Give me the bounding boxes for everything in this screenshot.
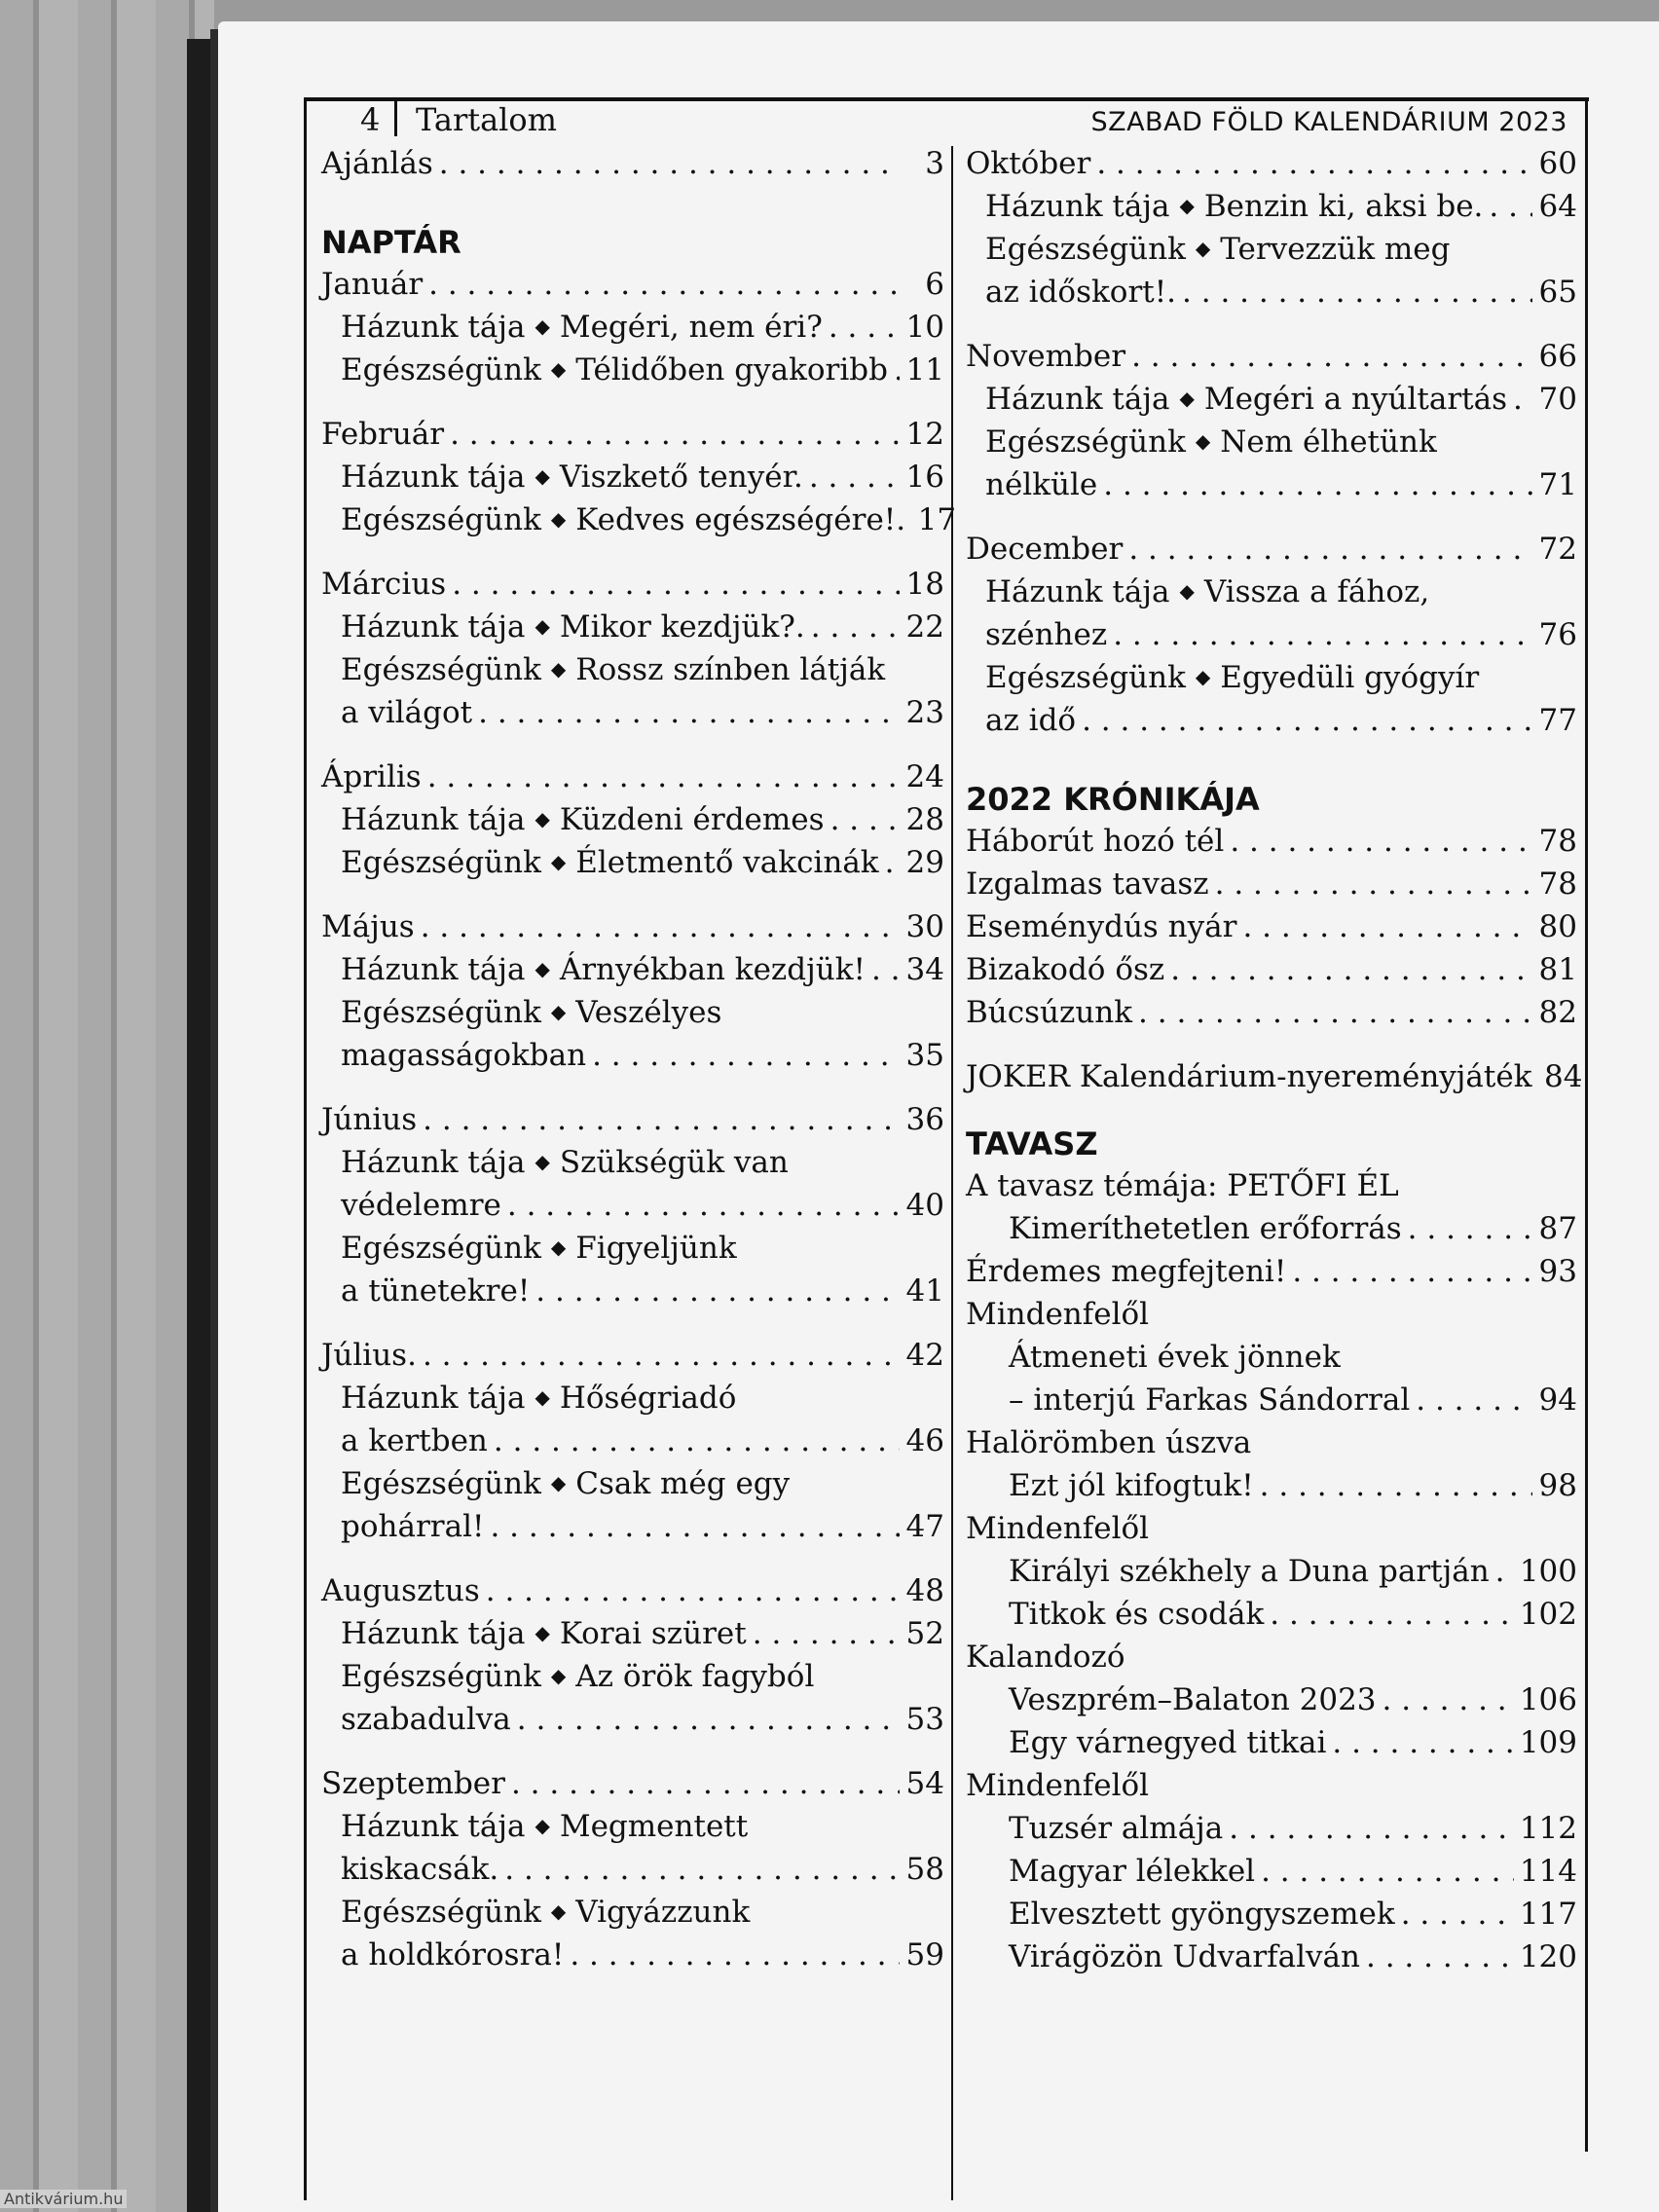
leader-dots xyxy=(1182,275,1532,310)
toc-entry-line: Házunk tája ◆ Megmentett xyxy=(341,1809,749,1844)
leader-dots xyxy=(1495,1554,1514,1589)
leader-dots xyxy=(1242,909,1532,944)
toc-entry-line: Házunk tája ◆ Szükségük van xyxy=(341,1145,789,1180)
toc-entry[interactable]: Tuzsér almája . . . 112 xyxy=(966,1811,1577,1854)
toc-entry-line: Mindenfelől xyxy=(966,1768,1150,1803)
toc-entry-line: Egészségünk ◆ Csak még egy xyxy=(341,1466,791,1501)
leader-dots xyxy=(511,1766,900,1801)
column-divider xyxy=(951,146,953,2200)
leader-dots xyxy=(1131,339,1532,374)
leader-dots xyxy=(517,1702,900,1737)
leader-dots xyxy=(1215,866,1532,902)
toc-entry[interactable]: Izgalmas tavasz . . . 78 xyxy=(966,866,1577,909)
toc-entry[interactable]: szabadulva . . . 53 xyxy=(321,1702,944,1745)
toc-entry-line: Egészségünk ◆ Figyeljünk xyxy=(341,1231,737,1266)
toc-entry[interactable]: Háborút hozó tél . . . 78 xyxy=(966,824,1577,866)
toc-entry[interactable]: Elvesztett gyöngyszemek . . . 117 xyxy=(966,1897,1577,1939)
leader-dots xyxy=(450,417,900,452)
leader-dots xyxy=(1332,1725,1513,1760)
leader-dots xyxy=(1489,189,1532,224)
toc-entry[interactable]: magasságokban . . . 35 xyxy=(321,1038,944,1081)
toc-entry[interactable]: – interjú Farkas Sándorral . . . 94 xyxy=(966,1382,1577,1425)
leader-dots xyxy=(1229,1811,1514,1846)
contents-frame xyxy=(304,97,1589,2200)
diamond-icon: ◆ xyxy=(535,1814,550,1837)
leader-dots xyxy=(423,1102,900,1137)
leader-dots xyxy=(486,1573,900,1608)
diamond-icon: ◆ xyxy=(550,1899,567,1923)
toc-entry-line: Átmeneti évek jönnek xyxy=(1009,1340,1341,1375)
leader-dots xyxy=(490,1509,900,1544)
toc-entry[interactable]: Egészségünk ◆ Életmentő vakcinák . . . 29 xyxy=(321,845,944,888)
leader-dots xyxy=(871,952,900,987)
toc-entry[interactable]: nélküle . . . 71 xyxy=(966,467,1577,510)
toc-entry-line: Mindenfelől xyxy=(966,1297,1150,1332)
leader-dots xyxy=(811,609,900,645)
toc-entry[interactable]: Eseménydús nyár . . . 80 xyxy=(966,909,1577,952)
toc-entry-line: Egészségünk ◆ Az örök fagyból xyxy=(341,1659,815,1694)
leader-dots xyxy=(592,1038,900,1073)
diamond-icon: ◆ xyxy=(550,1664,567,1687)
leader-dots xyxy=(1401,1897,1514,1932)
leader-dots xyxy=(1230,824,1532,859)
leader-dots xyxy=(427,759,900,794)
leader-dots xyxy=(1416,1382,1532,1418)
toc-entry[interactable]: Január . . . 6 xyxy=(321,267,944,310)
leader-dots xyxy=(1082,703,1532,738)
toc-entry[interactable]: pohárral! . . . 47 xyxy=(321,1509,944,1552)
toc-entry[interactable]: a kertben . . . 46 xyxy=(321,1423,944,1466)
diamond-icon: ◆ xyxy=(535,1150,550,1173)
toc-entry[interactable]: a világot . . . 23 xyxy=(321,695,944,738)
leader-dots xyxy=(452,567,900,602)
toc-entry[interactable]: Búcsúzunk . . . 82 xyxy=(966,995,1577,1038)
left-rule xyxy=(304,97,307,2200)
toc-entry[interactable]: Házunk tája ◆ Korai szüret . . . 52 xyxy=(321,1616,944,1659)
leader-dots xyxy=(894,352,900,387)
toc-entry-line: Kalandozó xyxy=(966,1640,1125,1675)
toc-entry[interactable]: kiskacsák. . . . 58 xyxy=(321,1852,944,1895)
toc-entry[interactable]: az idő . . . 77 xyxy=(966,703,1577,746)
toc-entry[interactable]: Királyi székhely a Duna partján . . . 100 xyxy=(966,1554,1577,1597)
toc-entry[interactable]: Ajánlás . . . 3 xyxy=(321,146,944,189)
leader-dots xyxy=(885,845,900,880)
diamond-icon: ◆ xyxy=(535,957,550,980)
right-column xyxy=(966,146,1583,1982)
section-heading: TAVASZ xyxy=(966,1125,1098,1162)
toc-entry[interactable]: Március . . . 18 xyxy=(321,567,944,609)
toc-entry[interactable]: Házunk tája ◆ Megéri a nyúltartás . . . 70 xyxy=(966,382,1577,424)
leader-dots xyxy=(1260,1468,1532,1503)
watermark: Antikvárium.hu xyxy=(0,2190,127,2208)
section-heading: NAPTÁR xyxy=(321,224,461,261)
toc-entry[interactable]: Ezt jól kifogtuk! . . . 98 xyxy=(966,1468,1577,1511)
leader-dots xyxy=(1128,532,1532,567)
toc-entry[interactable]: Veszprém–Balaton 2023 . . . 106 xyxy=(966,1682,1577,1725)
toc-entry-line: Mindenfelől xyxy=(966,1511,1150,1546)
left-column xyxy=(321,146,957,1980)
toc-entry[interactable]: Egészségünk ◆ Kedves egészségére!. 17 xyxy=(341,502,957,537)
toc-entry[interactable]: Házunk tája ◆ Árnyékban kezdjük! . . . 34 xyxy=(321,952,944,995)
toc-entry[interactable]: Érdemes megfejteni! . . . 93 xyxy=(966,1254,1577,1297)
toc-entry[interactable]: Május . . . 30 xyxy=(321,909,944,952)
leader-dots xyxy=(830,802,900,837)
toc-entry[interactable]: szénhez . . . 76 xyxy=(966,617,1577,660)
toc-entry-line: Egészségünk ◆ Veszélyes xyxy=(341,995,722,1030)
toc-entry[interactable]: Kimeríthetetlen erőforrás . . . 87 xyxy=(966,1211,1577,1254)
leader-dots xyxy=(753,1616,900,1651)
leader-dots xyxy=(478,695,900,730)
toc-entry[interactable]: Titkok és csodák . . . 102 xyxy=(966,1597,1577,1640)
toc-entry[interactable]: Virágözön Udvarfalván . . . 120 xyxy=(966,1939,1577,1982)
publication-title: SZABAD FÖLD KALENDÁRIUM 2023 xyxy=(1090,107,1567,137)
leader-dots xyxy=(1113,617,1532,652)
toc-entry-line: Egészségünk ◆ Tervezzük meg xyxy=(985,232,1451,267)
toc-entry[interactable]: Szeptember . . . 54 xyxy=(321,1766,944,1809)
background-surface xyxy=(0,0,214,2212)
diamond-icon: ◆ xyxy=(535,1385,550,1409)
toc-entry[interactable]: Házunk tája ◆ Viszkető tenyér. . . . 16 xyxy=(321,460,944,502)
toc-entry-line: Egészségünk ◆ Vigyázzunk xyxy=(341,1895,751,1930)
header-divider xyxy=(394,101,397,136)
leader-dots xyxy=(1096,146,1532,181)
section-heading: 2022 KRÓNIKÁJA xyxy=(966,781,1260,818)
toc-entry-line: Házunk tája ◆ Hőségriadó xyxy=(341,1381,737,1416)
diamond-icon: ◆ xyxy=(550,1471,567,1494)
toc-entry[interactable]: Augusztus . . . 48 xyxy=(321,1573,944,1616)
diamond-icon: ◆ xyxy=(535,464,550,488)
leader-dots xyxy=(1382,1682,1514,1717)
toc-entry[interactable]: Egészségünk ◆ Télidőben gyakoribb . . . 11 xyxy=(321,352,944,395)
leader-dots xyxy=(1408,1211,1532,1246)
leader-dots xyxy=(809,460,900,495)
diamond-icon: ◆ xyxy=(1195,665,1211,688)
diamond-icon: ◆ xyxy=(535,807,550,830)
toc-entry[interactable]: Házunk tája ◆ Mikor kezdjük?. . . . 22 xyxy=(321,609,944,652)
diamond-icon: ◆ xyxy=(550,850,567,873)
toc-entry[interactable]: November . . . 66 xyxy=(966,339,1577,382)
diamond-icon: ◆ xyxy=(1179,194,1195,217)
leader-dots xyxy=(428,267,900,302)
toc-entry[interactable]: Július. . . . 42 xyxy=(321,1338,944,1381)
toc-entry[interactable]: Bizakodó ősz . . . 81 xyxy=(966,952,1577,995)
diamond-icon: ◆ xyxy=(535,314,550,338)
diamond-icon: ◆ xyxy=(535,614,550,638)
leader-dots xyxy=(1292,1254,1532,1289)
toc-entry[interactable]: Házunk tája ◆ Megéri, nem éri? . . . 10 xyxy=(321,310,944,352)
toc-entry-line: Házunk tája ◆ Vissza a fához, xyxy=(985,574,1430,609)
leader-dots xyxy=(507,1188,900,1223)
toc-entry[interactable]: Egy várnegyed titkai . . . 109 xyxy=(966,1725,1577,1768)
toc-entry[interactable]: Február . . . 12 xyxy=(321,417,944,460)
page-title: Tartalom xyxy=(416,101,558,138)
toc-entry[interactable]: December . . . 72 xyxy=(966,532,1577,574)
toc-entry[interactable]: Házunk tája ◆ Küzdeni érdemes . . . 28 xyxy=(321,802,944,845)
leader-dots xyxy=(423,1338,900,1373)
toc-entry[interactable]: JOKER Kalendárium-nyereményjáték 84 xyxy=(966,1059,1583,1094)
toc-entry[interactable]: az időskort!. . . . 65 xyxy=(966,275,1577,317)
toc-entry-line: Egészségünk ◆ Rossz színben látják xyxy=(341,652,886,687)
toc-entry[interactable]: Magyar lélekkel . . . 114 xyxy=(966,1854,1577,1897)
leader-dots xyxy=(570,1937,900,1972)
toc-entry[interactable]: Június . . . 36 xyxy=(321,1102,944,1145)
leader-dots xyxy=(829,310,900,345)
leader-dots xyxy=(1261,1854,1514,1889)
diamond-icon: ◆ xyxy=(550,1000,567,1023)
toc-entry[interactable]: a tünetekre! . . . 41 xyxy=(321,1273,944,1316)
leader-dots xyxy=(439,146,900,181)
toc-entry-line: Egészségünk ◆ Egyedüli gyógyír xyxy=(985,660,1480,695)
toc-entry[interactable]: Házunk tája ◆ Benzin ki, aksi be. . . . 64 xyxy=(966,189,1577,232)
toc-entry[interactable]: védelemre . . . 40 xyxy=(321,1188,944,1231)
page-number: 4 xyxy=(360,101,381,138)
diamond-icon: ◆ xyxy=(1195,237,1211,260)
toc-entry[interactable]: a holdkórosra! . . . 59 xyxy=(321,1937,944,1980)
diamond-icon: ◆ xyxy=(1179,579,1195,603)
toc-entry-line: A tavasz témája: PETŐFI ÉL xyxy=(966,1168,1399,1203)
diamond-icon: ◆ xyxy=(550,1235,567,1259)
leader-dots xyxy=(494,1423,900,1458)
leader-dots xyxy=(1138,995,1532,1030)
diamond-icon: ◆ xyxy=(550,357,567,381)
leader-dots xyxy=(1170,952,1532,987)
diamond-icon: ◆ xyxy=(1179,387,1195,410)
leader-dots xyxy=(1513,382,1532,417)
toc-entry-line: Egészségünk ◆ Nem élhetünk xyxy=(985,424,1437,460)
diamond-icon: ◆ xyxy=(550,507,567,531)
toc-entry-line: Halörömben úszva xyxy=(966,1425,1252,1460)
diamond-icon: ◆ xyxy=(535,1621,550,1644)
toc-entry[interactable]: Április . . . 24 xyxy=(321,759,944,802)
leader-dots xyxy=(1366,1939,1514,1974)
leader-dots xyxy=(535,1273,900,1309)
diamond-icon: ◆ xyxy=(1195,429,1211,453)
toc-entry[interactable]: Október . . . 60 xyxy=(966,146,1577,189)
diamond-icon: ◆ xyxy=(550,657,567,681)
leader-dots xyxy=(421,909,900,944)
leader-dots xyxy=(1103,467,1532,502)
right-rule xyxy=(1585,97,1588,2152)
leader-dots xyxy=(1270,1597,1514,1632)
leader-dots xyxy=(504,1852,900,1887)
